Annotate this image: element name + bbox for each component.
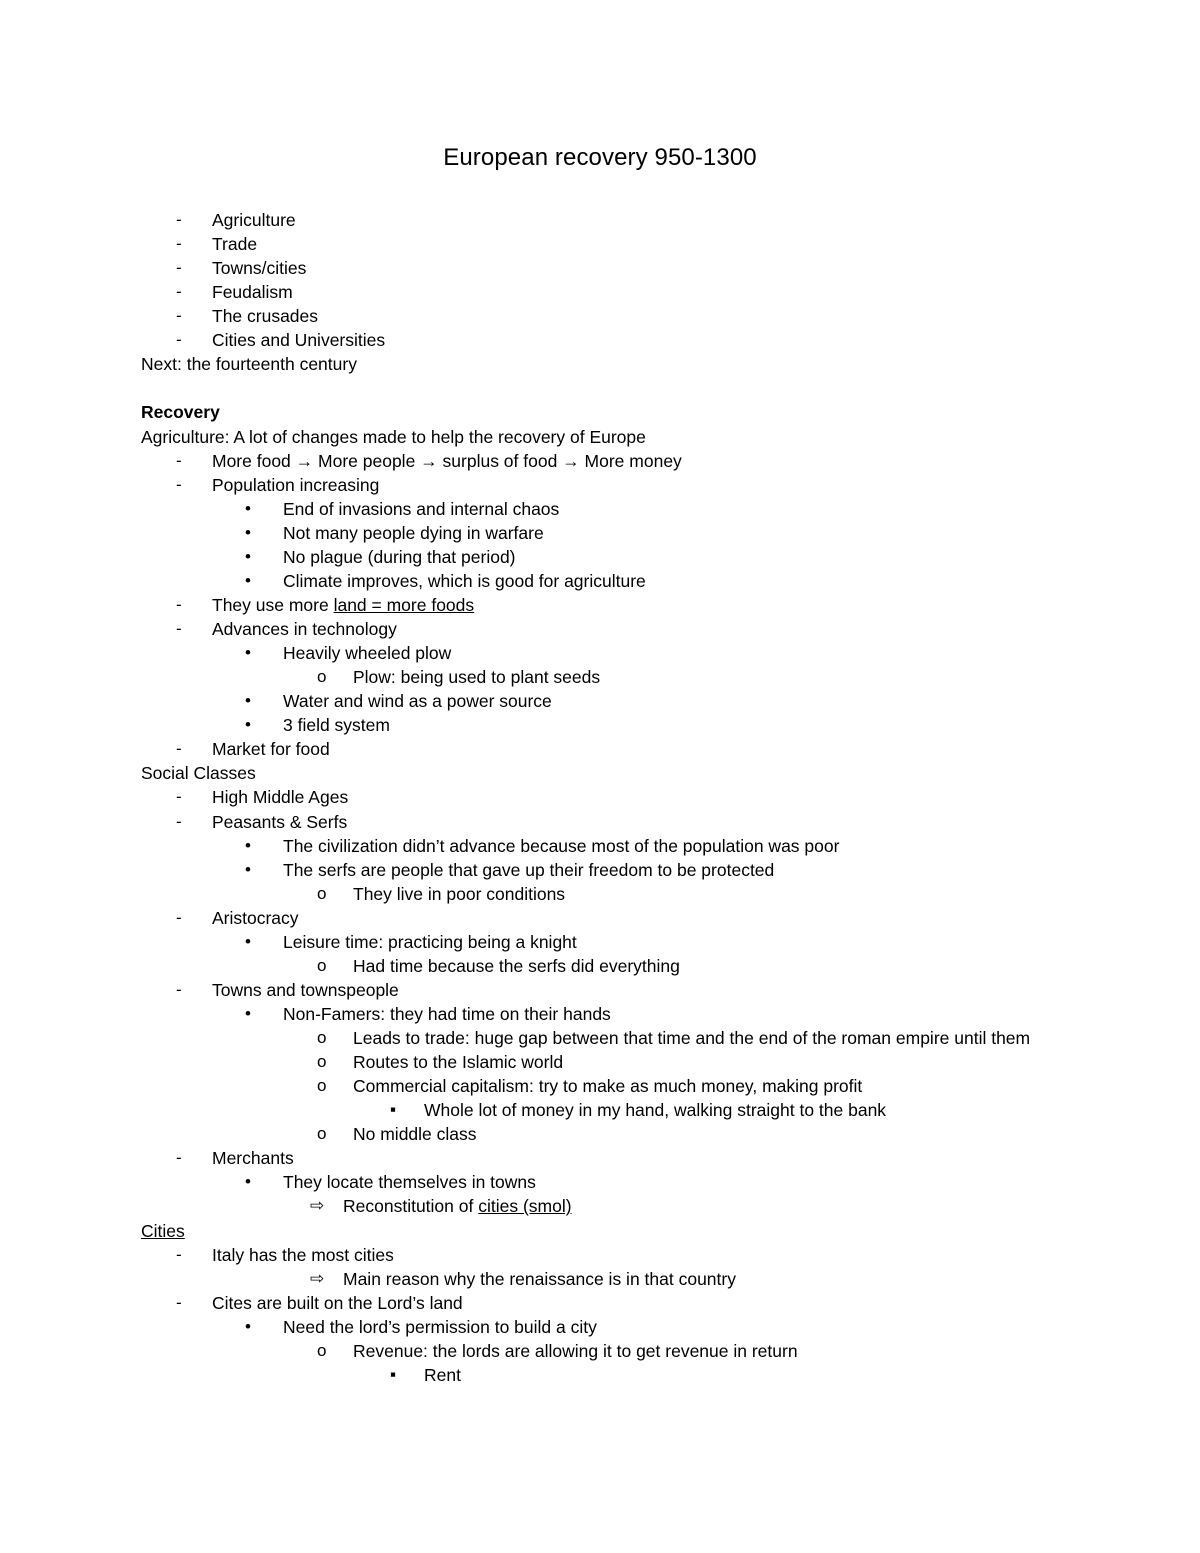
heading-line: [141, 425, 646, 449]
list-item-text: Not many people dying in warfare: [283, 523, 544, 543]
list-marker-circle: o: [317, 956, 327, 975]
list-item-text: Agriculture: [212, 210, 296, 230]
list-marker-dash: -: [176, 258, 182, 277]
list-marker-arrow: ⇨: [310, 1269, 325, 1288]
list-marker-circle: o: [317, 1124, 327, 1143]
list-item: [283, 497, 559, 521]
list-item-text: No plague (during that period): [283, 547, 516, 567]
list-marker-dash: -: [176, 451, 182, 470]
list-item-text: Cities and Universities: [212, 330, 386, 350]
list-marker-dash: -: [176, 1148, 182, 1167]
list-item-text: Market for food: [212, 739, 330, 759]
list-item-text: The crusades: [212, 306, 319, 326]
list-marker-circle: o: [317, 1052, 327, 1071]
list-marker-dash: -: [176, 739, 182, 758]
list-item: [283, 569, 646, 593]
list-item-text: High Middle Ages: [212, 787, 349, 807]
list-item: [283, 1002, 611, 1026]
list-marker-bullet: •: [245, 1317, 251, 1336]
list-item-text: Agriculture: A lot of changes made to help the recovery of Europe: [141, 427, 646, 447]
list-item-text: They use more: [212, 595, 334, 615]
list-item: [212, 1243, 394, 1267]
list-item-text: Italy has the most cities: [212, 1245, 394, 1265]
list-item-text: Revenue: the lords are allowing it to get revenue in return: [353, 1341, 798, 1361]
list-item-text: Water and wind as a power source: [283, 691, 552, 711]
list-item-text: Feudalism: [212, 282, 293, 302]
list-marker-dash: -: [176, 1245, 182, 1264]
list-marker-arrow: ⇨: [310, 1196, 325, 1215]
list-marker-circle: o: [317, 667, 327, 686]
list-item: [212, 1146, 294, 1170]
list-item: [212, 473, 379, 497]
list-item: [283, 930, 577, 954]
list-marker-bullet: •: [245, 860, 251, 879]
list-marker-dash: -: [176, 282, 182, 301]
list-marker-dash: -: [176, 234, 182, 253]
list-item-text: Leisure time: practicing being a knight: [283, 932, 577, 952]
list-item: [212, 978, 399, 1002]
list-item: [212, 280, 293, 304]
list-item-text: Next: the fourteenth century: [141, 354, 357, 374]
list-item: [212, 304, 318, 328]
list-item: [353, 1074, 862, 1098]
list-item-text: No middle class: [353, 1124, 477, 1144]
list-item-text: End of invasions and internal chaos: [283, 499, 560, 519]
list-item: [283, 521, 544, 545]
list-marker-bullet: •: [245, 643, 251, 662]
list-item: [283, 641, 451, 665]
list-item-text: Need the lord’s permission to build a city: [283, 1317, 597, 1337]
list-marker-dash: -: [176, 908, 182, 927]
list-item-text: Recovery: [141, 402, 220, 422]
list-item: [283, 713, 390, 737]
list-item-text: Had time because the serfs did everything: [353, 956, 680, 976]
list-marker-dash: -: [176, 619, 182, 638]
list-item: [283, 689, 552, 713]
list-marker-dash: -: [176, 812, 182, 831]
list-marker-circle: o: [317, 884, 327, 903]
list-marker-bullet: •: [245, 1172, 251, 1191]
list-marker-circle: o: [317, 1076, 327, 1095]
list-item: [283, 858, 774, 882]
list-item-text: Reconstitution of: [343, 1196, 479, 1216]
list-item: [343, 1267, 736, 1291]
list-item-text: Leads to trade: huge gap between that time and the end of the roman empire until them: [353, 1028, 1031, 1048]
heading-line: [141, 1219, 185, 1243]
list-item-text: Merchants: [212, 1148, 294, 1168]
list-item-text: The serfs are people that gave up their freedom to be protected: [283, 860, 775, 880]
list-item-text: They locate themselves in towns: [283, 1172, 536, 1192]
list-item-text: Routes to the Islamic world: [353, 1052, 564, 1072]
list-marker-dash: -: [176, 787, 182, 806]
list-marker-square: ▪: [390, 1100, 397, 1119]
list-item: [283, 1315, 597, 1339]
list-marker-bullet: •: [245, 1004, 251, 1023]
list-item-text: Commercial capitalism: try to make as much money, making profit: [353, 1076, 863, 1096]
list-item-text: Climate improves, which is good for agriculture: [283, 571, 646, 591]
heading-line: [141, 400, 220, 424]
list-item-text: Cites are built on the Lord’s land: [212, 1293, 463, 1313]
underlined-text: cities (smol): [478, 1196, 572, 1216]
list-item: [212, 785, 348, 809]
list-item: [212, 328, 385, 352]
list-marker-bullet: •: [245, 547, 251, 566]
list-item: [212, 232, 257, 256]
list-item: [353, 1339, 798, 1363]
list-item-text: Trade: [212, 234, 258, 254]
list-item: [283, 1170, 536, 1194]
list-item: [212, 208, 296, 232]
list-item: [212, 906, 299, 930]
list-item-text: The civilization didn’t advance because most of the population was poor: [283, 836, 840, 856]
heading-line: [141, 761, 256, 785]
list-marker-circle: o: [317, 1028, 327, 1047]
list-item: [353, 1026, 1030, 1050]
list-marker-bullet: •: [245, 499, 251, 518]
list-item-text: Plow: being used to plant seeds: [353, 667, 601, 687]
list-item: [212, 256, 306, 280]
list-marker-bullet: •: [245, 836, 251, 855]
list-item: [424, 1363, 461, 1387]
list-item-text: Aristocracy: [212, 908, 299, 928]
list-item-text: Peasants & Serfs: [212, 812, 348, 832]
list-item: [353, 882, 565, 906]
list-item-text: Population increasing: [212, 475, 380, 495]
heading-line: [141, 352, 357, 376]
underlined-text: land = more foods: [333, 595, 475, 615]
list-item-text: Towns and townspeople: [212, 980, 399, 1000]
list-marker-square: ▪: [390, 1365, 397, 1384]
list-marker-dash: -: [176, 1293, 182, 1312]
list-item: [212, 449, 682, 473]
list-item: [212, 617, 397, 641]
list-marker-bullet: •: [245, 571, 251, 590]
list-item-text: More food → More people → surplus of food → More money: [212, 451, 682, 471]
list-item: [212, 737, 330, 761]
list-marker-bullet: •: [245, 932, 251, 951]
list-marker-dash: -: [176, 330, 182, 349]
list-item: [343, 1194, 572, 1218]
list-item: [212, 593, 474, 617]
list-item: [353, 665, 600, 689]
list-item-text: Social Classes: [141, 763, 256, 783]
list-marker-dash: -: [176, 980, 182, 999]
list-item-text: Rent: [424, 1365, 461, 1385]
list-item: [353, 1050, 563, 1074]
list-item-text: Advances in technology: [212, 619, 397, 639]
list-item-text: 3 field system: [283, 715, 390, 735]
list-marker-dash: -: [176, 475, 182, 494]
list-marker-dash: -: [176, 306, 182, 325]
list-item-text: Heavily wheeled plow: [283, 643, 452, 663]
document-title: European recovery 950-1300: [443, 144, 757, 171]
list-item-text: Towns/cities: [212, 258, 307, 278]
list-marker-dash: -: [176, 210, 182, 229]
list-marker-dash: -: [176, 595, 182, 614]
list-marker-bullet: •: [245, 691, 251, 710]
list-item-text: Main reason why the renaissance is in that country: [343, 1269, 736, 1289]
list-item: [424, 1098, 886, 1122]
list-item: [283, 834, 839, 858]
list-item: [212, 1291, 463, 1315]
list-item: [353, 954, 680, 978]
underlined-text: Cities: [141, 1221, 185, 1241]
list-item-text: Non-Famers: they had time on their hands: [283, 1004, 611, 1024]
list-marker-circle: o: [317, 1341, 327, 1360]
list-marker-bullet: •: [245, 715, 251, 734]
list-item: [353, 1122, 477, 1146]
list-item-text: Whole lot of money in my hand, walking straight to the bank: [424, 1100, 887, 1120]
list-item-text: They live in poor conditions: [353, 884, 566, 904]
list-item: [283, 545, 516, 569]
list-marker-bullet: •: [245, 523, 251, 542]
list-item: [212, 810, 347, 834]
